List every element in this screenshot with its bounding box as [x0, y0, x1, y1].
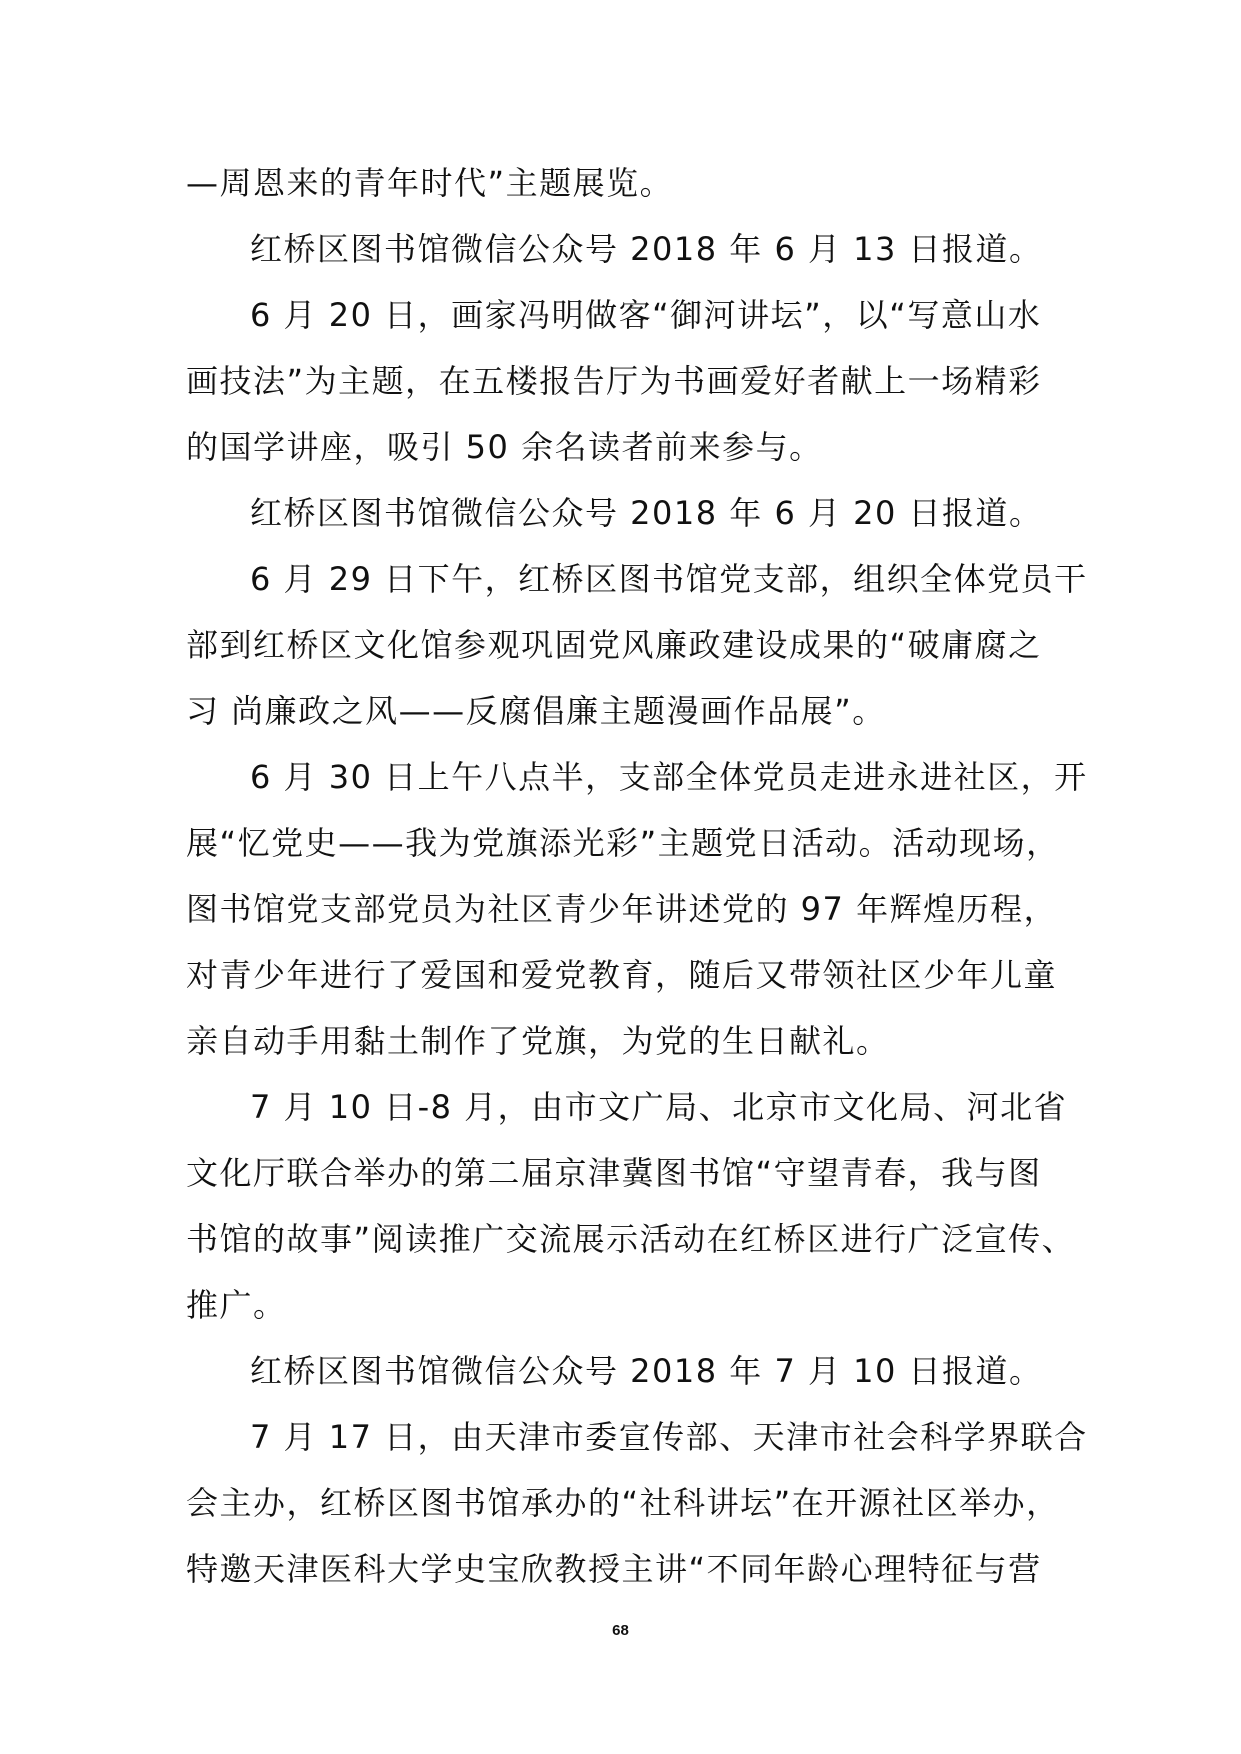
text-line: 6 月 20 日，画家冯明做客“御河讲坛”，以“写意山水 — [250, 296, 1042, 334]
text-line: 部到红桥区文化馆参观巩固党风廉政建设成果的“破庸腐之 — [186, 626, 1042, 664]
text-line: 图书馆党支部党员为社区青少年讲述党的 97 年辉煌历程， — [186, 890, 1058, 928]
text-line: 会主办，红桥区图书馆承办的“社科讲坛”在开源社区举办， — [186, 1484, 1060, 1522]
body-text — [186, 150, 1088, 1602]
page-number: 68 — [612, 1622, 629, 1639]
text-line: 红桥区图书馆微信公众号 2018 年 6 月 20 日报道。 — [250, 494, 1043, 532]
text-line: 书馆的故事”阅读推广交流展示活动在红桥区进行广泛宣传、 — [186, 1220, 1076, 1258]
text-line: 7 月 17 日，由天津市委宣传部、天津市社会科学界联合 — [250, 1418, 1088, 1456]
text-line: 画技法”为主题，在五楼报告厅为书画爱好者献上一场精彩 — [186, 362, 1042, 400]
text-line: 6 月 30 日上午八点半，支部全体党员走进永进社区，开 — [250, 758, 1088, 796]
text-line: 亲自动手用黏土制作了党旗，为党的生日献礼。 — [186, 1022, 890, 1060]
text-line: 6 月 29 日下午，红桥区图书馆党支部，组织全体党员干 — [250, 560, 1088, 598]
text-line: 对青少年进行了爱国和爱党教育，随后又带领社区少年儿童 — [186, 956, 1058, 994]
text-line: 7 月 10 日-8 月，由市文广局、北京市文化局、河北省 — [250, 1088, 1068, 1126]
text-line: —周恩来的青年时代”主题展览。 — [186, 164, 674, 202]
text-line: 展“忆党史——我为党旗添光彩”主题党日活动。活动现场， — [186, 824, 1060, 862]
text-line: 红桥区图书馆微信公众号 2018 年 7 月 10 日报道。 — [250, 1352, 1043, 1390]
text-line: 习 尚廉政之风——反腐倡廉主题漫画作品展”。 — [186, 692, 886, 730]
text-line: 推广。 — [186, 1286, 287, 1324]
text-line: 文化厅联合举办的第二届京津冀图书馆“守望青春，我与图 — [186, 1154, 1042, 1192]
text-line: 红桥区图书馆微信公众号 2018 年 6 月 13 日报道。 — [250, 230, 1043, 268]
text-line: 的国学讲座，吸引 50 余名读者前来参与。 — [186, 428, 823, 466]
text-line: 特邀天津医科大学史宝欣教授主讲“不同年龄心理特征与营 — [186, 1550, 1042, 1588]
